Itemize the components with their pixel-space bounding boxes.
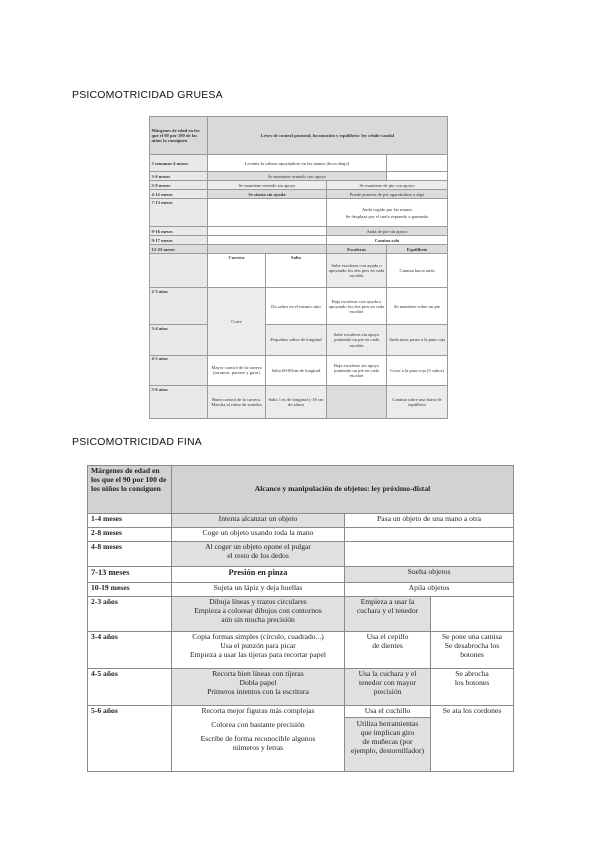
- age-cell: 7-13 meses: [88, 567, 172, 583]
- cell-line: Usa el punzón para picar: [220, 640, 296, 650]
- table-cell: [327, 386, 387, 419]
- age-cell: 9-16 meses: [150, 227, 208, 236]
- table-cell: [172, 669, 345, 706]
- age-cell: 4-5 años: [88, 669, 172, 706]
- cell-line: Se abrocha: [455, 669, 489, 678]
- table-cell: [431, 669, 514, 706]
- cell-line: de muñecas (por: [362, 736, 413, 746]
- age-cell: 10-19 meses: [88, 583, 172, 597]
- table-cell: Pasa un objeto de una mano a otra: [345, 514, 514, 528]
- table-cell: [345, 706, 431, 772]
- column-header-salto: Salto: [266, 254, 327, 288]
- table-cell: [172, 542, 345, 567]
- table-cell: Mayor control de la carrera (arrancar, pararse y girar): [208, 355, 266, 385]
- age-cell: 2-3 años: [88, 597, 172, 632]
- cell-line: Colorea con bastante precisión: [211, 719, 305, 729]
- age-cell: 12-23 meses: [150, 245, 208, 254]
- table-cell: Baja escaleras con ayuda o apoyando los dos pies en cada escalón: [327, 288, 387, 325]
- age-cell: 3 semanas-4 meses: [150, 155, 208, 172]
- table-cell: Puede ponerse de pie agarrándose a algo: [327, 190, 448, 199]
- table-cell: [387, 172, 448, 181]
- age-cell: 5-6 años: [150, 386, 208, 419]
- cell-line: Usa el cuchillo: [345, 706, 430, 718]
- age-cell: 1-4 meses: [88, 514, 172, 528]
- main-header: Alcance y manipulación de objetos: ley próximo-distal: [172, 466, 514, 514]
- cell-line: Dibuja líneas y trazos circulares: [209, 597, 307, 606]
- cell-line: que implican giro: [360, 727, 415, 737]
- age-cell: 3-6 meses: [150, 172, 208, 181]
- cell-line: Copia formas simples (círculo, cuadrado...): [192, 632, 324, 641]
- table-cell: Apila objetos: [345, 583, 514, 597]
- cell-line: Al coger un objeto opone el pulgar: [205, 542, 311, 551]
- table-cell: Baja escaleras sin apoyo poniendo un pie en cada escalón: [327, 355, 387, 385]
- cell-line: Escribe de forma reconocible algunos: [200, 733, 316, 743]
- main-header: Leyes de control postural, locomoción y equilibrio: ley cefalo-caudal: [208, 117, 448, 155]
- cell-line: Se desabrocha los: [444, 640, 500, 650]
- table-cell: Camina hacia atrás: [387, 254, 448, 288]
- table-psicomotricidad-fina: [87, 465, 514, 772]
- age-cell: 4-12 meses: [150, 190, 208, 199]
- table-cell: [345, 528, 514, 542]
- cell-line: aún sin mucha precisión: [221, 614, 295, 624]
- cell-line: cuchara y el tenedor: [356, 605, 419, 615]
- table-cell: Buen control de la carrera. Marcha al ritmo de sonidos: [208, 386, 266, 419]
- table-cell: Se mantiene sobre un pie: [387, 288, 448, 325]
- cell-line: Se pone una camisa: [441, 632, 503, 641]
- table-cell: [387, 155, 448, 172]
- table-cell: [345, 632, 431, 669]
- column-header-carrera: Carrera: [208, 254, 266, 288]
- age-cell: 7-13 meses: [150, 199, 208, 227]
- table-psicomotricidad-gruesa: [149, 116, 448, 419]
- heading-psicomotricidad-fina: PSICOMOTRICIDAD FINA: [72, 436, 203, 448]
- age-cell: 2-3 años: [150, 288, 208, 325]
- age-cell: 4-5 años: [150, 355, 208, 385]
- cell-line: el resto de los dedos: [227, 550, 289, 560]
- cell-line: números y letras: [232, 742, 284, 752]
- table-cell: Da saltos en el mismo sitio: [266, 288, 327, 325]
- table-cell: Salta 1 m de longitud y 30 cm de altura: [266, 386, 327, 419]
- age-cell: 9-17 meses: [150, 236, 208, 245]
- age-cell: 3-4 años: [88, 632, 172, 669]
- table-cell: Sube escaleras sin apoyo poniendo un pie en cada escalón: [327, 325, 387, 355]
- table-cell: Anda de pie sin apoyo: [327, 227, 448, 236]
- table-cell: Intenta alcanzar un objeto: [172, 514, 345, 528]
- table-cell: [431, 597, 514, 632]
- table-cell: [345, 669, 431, 706]
- table-cell: Anda unos pasos a la pata coja: [387, 325, 448, 355]
- table-cell: [208, 199, 327, 227]
- table-cell: [172, 597, 345, 632]
- cell-line: Dobla papel: [239, 677, 277, 687]
- table-cell: Camina sobre una barra de equilibrio: [387, 386, 448, 419]
- table-cell: Sube escaleras con ayuda o apoyando los dos pies en cada escalón: [327, 254, 387, 288]
- cell-line: Recorta bien líneas con tijeras: [212, 669, 304, 678]
- table-cell: [345, 597, 431, 632]
- cell-line: Empieza a colorear dibujos con contornos: [194, 605, 322, 615]
- cell-line: Recorta mejor figuras más complejas: [201, 706, 315, 715]
- table-cell: Se mantiene sentado con apoyo: [208, 172, 387, 181]
- age-cell: 2-8 meses: [88, 528, 172, 542]
- table-cell: Salta 60-80cm de longitud: [266, 355, 327, 385]
- table-cell: Pequeños saltos de longitud: [266, 325, 327, 355]
- cell-line: Empieza a usar las tijeras para recortar papel: [190, 649, 326, 659]
- cell-line: Utiliza herramientas: [356, 718, 419, 728]
- cell-line: Usa la cuchara y el: [358, 669, 417, 678]
- cell-line: de dientes: [372, 640, 403, 650]
- corner-header: Márgenes de edad en los que el 90 por 100 de los niños lo consiguen: [88, 466, 172, 514]
- table-cell: [431, 632, 514, 669]
- age-cell: 5-9 meses: [150, 181, 208, 190]
- table-cell: Se mantiene sentado sin apoyo: [208, 181, 327, 190]
- table-cell: Se mantiene de pie con apoyo: [327, 181, 448, 190]
- table-cell-corre: Corre: [208, 288, 266, 356]
- cell-line: tenedor con mayor: [359, 677, 416, 687]
- cell-line: botones: [460, 649, 484, 659]
- table-cell: Presión en pinza: [172, 567, 345, 583]
- age-cell: 3-4 años: [150, 325, 208, 355]
- cell-line: Empieza a usar la: [360, 597, 415, 606]
- table-cell: Levanta la cabeza apoyándose en las manos (boca abajo): [208, 155, 387, 172]
- cell-line: los botones: [454, 677, 490, 687]
- cell-line: Se desplaza por el suelo reptando o gateando: [345, 213, 429, 219]
- age-cell: 5-6 años: [88, 706, 172, 772]
- table-cell: Se ata los cordones: [431, 706, 514, 772]
- table-cell: Corre a la pata coja (5 saltos): [387, 355, 448, 385]
- table-cell: Coge un objeto usando toda la mano: [172, 528, 345, 542]
- table-cell: [345, 542, 514, 567]
- table-cell: [208, 236, 327, 245]
- cell-line: Primeros intentos con la escritura: [207, 686, 309, 696]
- cell-line: Usa el cepillo: [366, 632, 409, 641]
- table-cell: Camina solo: [327, 236, 448, 245]
- cell-line: Anda cogido por las manos: [361, 206, 413, 212]
- table-cell: Sujeta un lápiz y deja huellas: [172, 583, 345, 597]
- corner-header: Márgenes de edad en los que el 90 por 100 de los niños la consiguen: [150, 117, 208, 155]
- table-cell: [327, 199, 448, 227]
- column-header-escaleras: Escaleras: [327, 245, 387, 254]
- table-cell: [172, 706, 345, 772]
- table-cell: [208, 227, 327, 236]
- cell-line: precisión: [373, 686, 402, 696]
- cell-line: ejemplo, destornillador): [351, 745, 424, 755]
- column-header-equilibrio: Equilibrio: [387, 245, 448, 254]
- table-cell: Se sienta sin ayuda: [208, 190, 327, 199]
- table-cell: [172, 632, 345, 669]
- age-cell: [150, 254, 208, 288]
- age-cell: 4-8 meses: [88, 542, 172, 567]
- table-cell: Suelta objetos: [345, 567, 514, 583]
- table-cell: [208, 245, 327, 254]
- heading-psicomotricidad-gruesa: PSICOMOTRICIDAD GRUESA: [72, 89, 223, 101]
